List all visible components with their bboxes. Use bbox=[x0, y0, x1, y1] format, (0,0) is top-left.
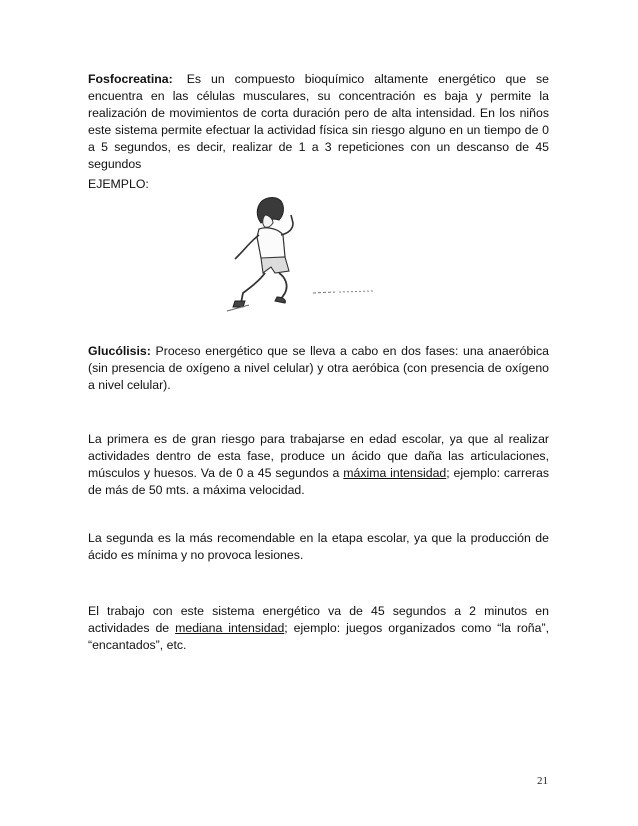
running-child-illustration bbox=[213, 193, 401, 327]
primera-fase-paragraph bbox=[88, 431, 549, 499]
page-number: 21 bbox=[537, 775, 548, 787]
example-label: EJEMPLO: bbox=[88, 177, 149, 191]
trabajo-sistema-paragraph bbox=[88, 603, 549, 654]
trabajo-sistema-text: El trabajo con este sistema energético va de 45 segundos a 2 minutos en actividades de bbox=[88, 604, 549, 635]
fosfocreatina-paragraph bbox=[88, 71, 549, 173]
fosfocreatina-text: Es un compuesto bioquímico altamente energético que se encuentra en las células musculares, su concentración es baja y permite la realización de movimientos de corta duración pero de alta intensidad. En los niños este sistema permite efectuar la actividad física sin riesgo alguno en un tiempo de 0 a 5 segundos, es decir, realizar de 1 a 3 repeticiones con un descanso de 45 segundos bbox=[88, 72, 549, 171]
glucolisis-paragraph bbox=[88, 343, 549, 394]
glucolisis-text: Proceso energético que se lleva a cabo en dos fases: una anaeróbica (sin presencia de oxígeno a nivel celular) y otra aeróbica (con presencia de oxígeno a nivel celular). bbox=[88, 344, 550, 392]
glucolisis-label: Glucólisis: bbox=[88, 344, 151, 358]
segunda-fase-paragraph: La segunda es la más recomendable en la etapa escolar, ya que la producción de ácido es mínima y no provoca lesiones. bbox=[88, 531, 549, 562]
fosfocreatina-label: Fosfocreatina: bbox=[88, 72, 173, 86]
trabajo-sistema-example: ; ejemplo: juegos organizados como “la roña”, “encantados”, etc. bbox=[88, 621, 549, 652]
primera-fase-example: ; ejemplo: carreras de más de 50 mts. a máxima velocidad. bbox=[88, 466, 549, 497]
mediana-intensidad-term: mediana intensidad bbox=[175, 621, 285, 635]
primera-fase-text: La primera es de gran riesgo para trabajarse en edad escolar, ya que al realizar actividades dentro de esta fase, produce un ácido que daña las articulaciones, músculos y huesos. Va de 0 a 45 segundos a bbox=[88, 432, 549, 480]
maxima-intensidad-term: máxima intensidad bbox=[343, 466, 447, 480]
